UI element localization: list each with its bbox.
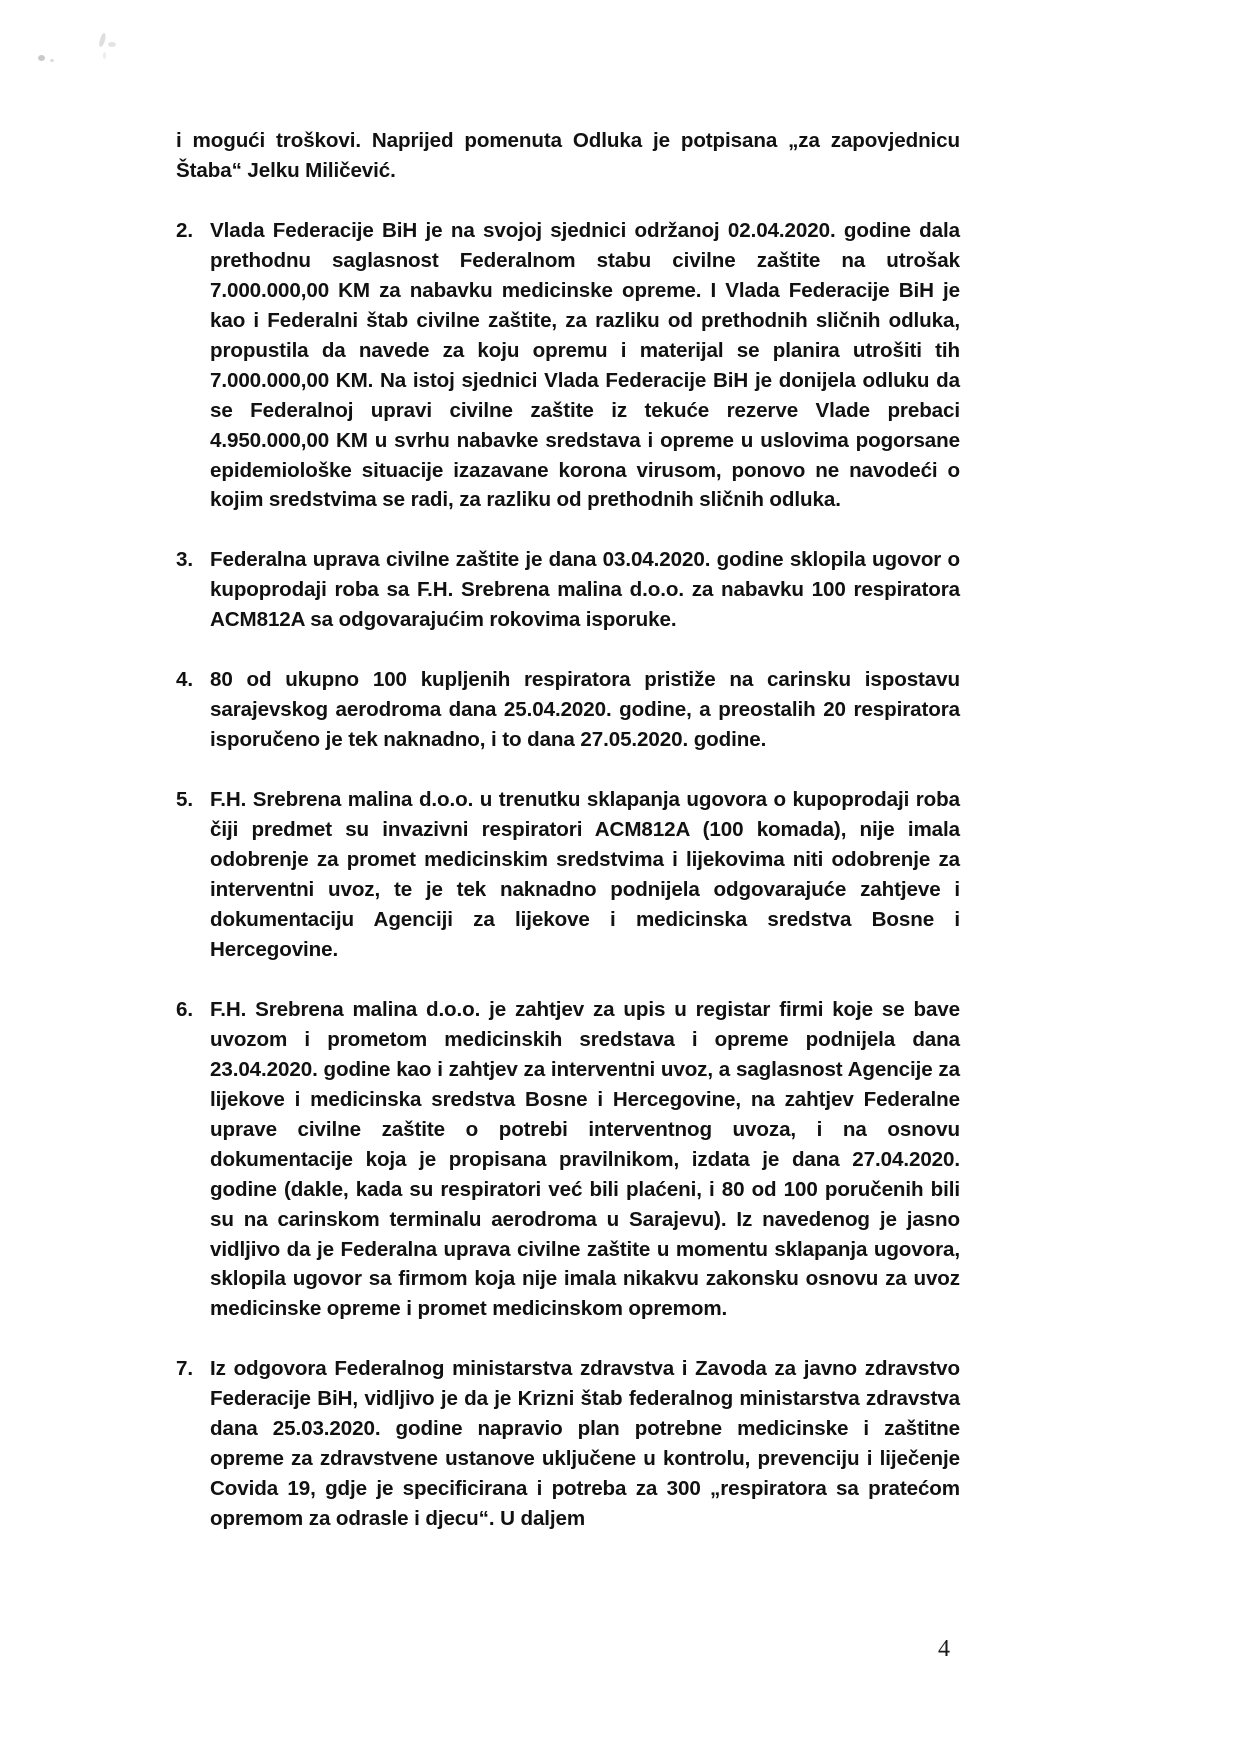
scan-artifact-speck xyxy=(50,59,54,62)
item-marker-4: 4. xyxy=(176,668,193,692)
item-marker-6: 6. xyxy=(176,997,193,1021)
continuation-paragraph-text: i mogući troškovi. Naprijed pomenuta Odluka je potpisana „za zapovjednicu Štaba“ Jelku Miličević. xyxy=(176,129,960,182)
scan-artifact-speck xyxy=(103,52,106,59)
item-marker-2: 2. xyxy=(176,218,193,242)
item-text-3: Federalna uprava civilne zaštite je dana 03.04.2020. godine sklopila ugovor o kupoprodaji roba sa F.H. Srebrena malina d.o.o. za nabavku 100 respiratora ACM812A sa odgovarajućim rokovima isporuke. xyxy=(210,548,960,632)
numbered-item-3 xyxy=(176,545,960,635)
item-text-7: Iz odgovora Federalnog ministarstva zdravstva i Zavoda za javno zdravstvo Federacije BiH, vidljivo je da je Krizni štab federalnog ministarstva zdravstva dana 25.03.2020. godine napravio plan potrebne medicinske i zaštitne opreme za zdravstvene ustanove uključene u kontrolu, prevenciju i liječenje Covida 19, gdje je specificirana i potreba za 300 „respiratora sa pratećom opremom za odrasle i djecu“. U daljem xyxy=(210,1357,960,1531)
numbered-item-7 xyxy=(176,1354,960,1534)
item-marker-7: 7. xyxy=(176,1357,193,1381)
item-text-6: F.H. Srebrena malina d.o.o. je zahtjev za upis u registar firmi koje se bave uvozom i prometom medicinskih sredstava i opreme podnijela dana 23.04.2020. godine kao i zahtjev za interventni uvoz, a saglasnost Agencije za lijekove i medicinska sredstva Bosne i Hercegovine, na zahtjev Federalne uprave civilne zaštite o potrebi interventnog uvoza, i na osnovu dokumentacije koja je propisana pravilnikom, izdata je dana 27.04.2020. godine (dakle, kada su respiratori već bili plaćeni, i 80 od 100 poručenih bili su na carinskom terminalu aerodroma u Sarajevu). Iz navedenog je jasno vidljivo da je Federalna uprava civilne zaštite u momentu sklapanja ugovora, sklopila ugovor sa firmom koja nije imala nikakvu zakonsku osnovu za uvoz medicinske opreme i promet medicinskom opremom. xyxy=(210,997,960,1321)
item-text-4: 80 od ukupno 100 kupljenih respiratora pristiže na carinsku ispostavu sarajevskog aerodroma dana 25.04.2020. godine, a preostalih 20 respiratora isporučeno je tek naknadno, i to dana 27.05.2020. godine. xyxy=(210,668,960,752)
item-marker-5: 5. xyxy=(176,788,193,812)
scan-artifact-speck xyxy=(98,33,107,48)
scan-artifact-speck xyxy=(38,55,45,61)
numbered-item-6 xyxy=(176,995,960,1324)
page-number: 4 xyxy=(938,1636,950,1662)
numbered-item-2 xyxy=(176,216,960,516)
numbered-item-5 xyxy=(176,785,960,965)
item-text-5: F.H. Srebrena malina d.o.o. u trenutku sklapanja ugovora o kupoprodaji roba čiji predmet su invazivni respiratori ACM812A (100 komada), nije imala odobrenje za promet medicinskim sredstvima i lijekovima niti odobrenje za interventni uvoz, te je tek naknadno podnijela odgovarajuće zahtjeve i dokumentaciju Agenciji za lijekove i medicinska sredstva Bosne i Hercegovine. xyxy=(210,788,960,961)
scan-artifact-speck xyxy=(108,42,116,47)
item-text-2: Vlada Federacije BiH je na svojoj sjednici održanoj 02.04.2020. godine dala prethodnu saglasnost Federalnom stabu civilne zaštite na utrošak 7.000.000,00 KM za nabavku medicinske opreme. I Vlada Federacije BiH je kao i Federalni štab civilne zaštite, za razliku od prethodnih sličnih odluka, propustila da navede za koju opremu i materijal se planira utrošiti tih 7.000.000,00 KM. Na istoj sjednici Vlada Federacije BiH je donijela odluku da se Federalnoj upravi civilne zaštite iz tekuće rezerve Vlade prebaci 4.950.000,00 KM u svrhu nabavke sredstava i opreme u uslovima pogorsane epidemiološke situacije izazavane korona virusom, ponovo ne navodeći o kojim sredstvima se radi, za razliku od prethodnih sličnih odluka. xyxy=(210,218,960,512)
item-marker-3: 3. xyxy=(176,548,193,572)
document-body xyxy=(176,126,960,1564)
numbered-item-4 xyxy=(176,665,960,755)
continuation-paragraph xyxy=(176,126,960,186)
